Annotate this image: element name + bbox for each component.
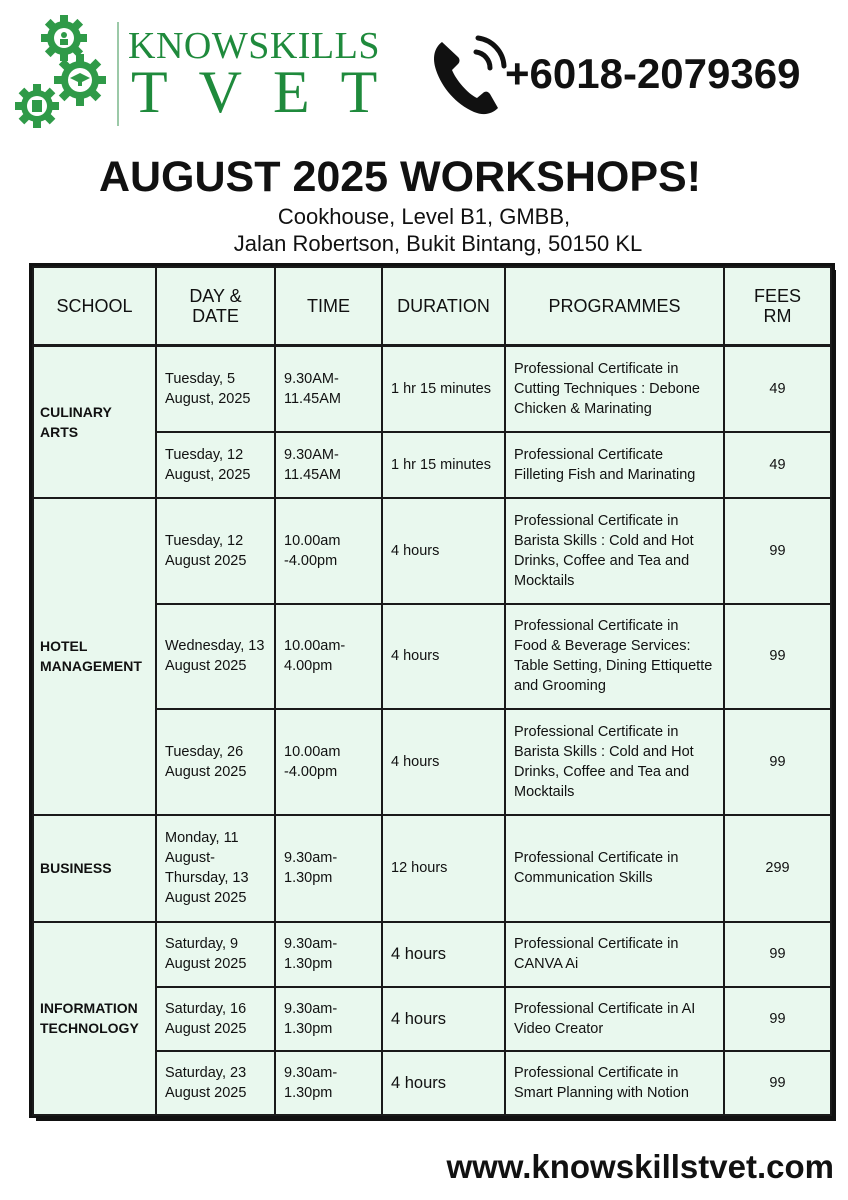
address-line-2: Jalan Robertson, Bukit Bintang, 50150 KL — [233, 231, 643, 256]
page-title: AUGUST 2025 WORKSHOPS! — [98, 153, 702, 201]
cell-time: 10.00am -4.00pm — [275, 709, 382, 815]
cell-time: 9.30am-1.30pm — [275, 987, 382, 1051]
brand-name-top: KNOWSKILLS — [128, 25, 380, 67]
cell-programme: Professional Certificate in Cutting Techniques : Debone Chicken & Marinating — [505, 346, 724, 432]
header-time: TIME — [275, 267, 382, 346]
cell-time: 9.30am-1.30pm — [275, 815, 382, 922]
header-school: SCHOOL — [33, 267, 156, 346]
cell-fee: 49 — [724, 432, 831, 498]
phone-number[interactable]: +6018-2079369 — [505, 50, 801, 97]
phone-ringing-icon — [428, 28, 510, 118]
table-row — [33, 346, 831, 432]
cell-fee: 299 — [724, 815, 831, 922]
cell-time: 9.30AM-11.45AM — [275, 432, 382, 498]
table-header-row — [33, 267, 831, 346]
header-fees: FEES RM — [724, 267, 831, 346]
cell-duration: 12 hours — [382, 815, 505, 922]
cell-programme: Professional Certificate Filleting Fish and Marinating — [505, 432, 724, 498]
cell-time: 9.30am-1.30pm — [275, 922, 382, 987]
cell-date: Tuesday, 12 August, 2025 — [156, 432, 275, 498]
cell-time: 9.30AM-11.45AM — [275, 346, 382, 432]
cell-programme: Professional Certificate in CANVA Ai — [505, 922, 724, 987]
workshop-schedule-table — [32, 266, 832, 1116]
cell-programme: Professional Certificate in Barista Skills : Cold and Hot Drinks, Coffee and Tea and Mocktails — [505, 498, 724, 604]
website-link[interactable]: www.knowskillstvet.com — [446, 1148, 834, 1185]
cell-date: Wednesday, 13 August 2025 — [156, 604, 275, 709]
header-programmes: PROGRAMMES — [505, 267, 724, 346]
cell-programme: Professional Certificate in Communication Skills — [505, 815, 724, 922]
cell-duration: 4 hours — [382, 1051, 505, 1115]
cell-programme: Professional Certificate in Smart Planning with Notion — [505, 1051, 724, 1115]
cell-duration: 4 hours — [382, 604, 505, 709]
address-line-1: Cookhouse, Level B1, GMBB, — [277, 204, 571, 229]
cell-date: Tuesday, 5 August, 2025 — [156, 346, 275, 432]
cell-date: Tuesday, 12 August 2025 — [156, 498, 275, 604]
cell-fee: 99 — [724, 709, 831, 815]
brand-name-bottom: TVET — [131, 59, 409, 125]
header-duration: DURATION — [382, 267, 505, 346]
cell-time: 9.30am-1.30pm — [275, 1051, 382, 1115]
cell-fee: 99 — [724, 987, 831, 1051]
cell-fee: 99 — [724, 604, 831, 709]
cell-duration: 4 hours — [382, 987, 505, 1051]
school-information-technology: INFORMATION TECHNOLOGY — [33, 922, 156, 1115]
school-hotel-management: HOTEL MANAGEMENT — [33, 498, 156, 815]
cell-date: Saturday, 16 August 2025 — [156, 987, 275, 1051]
cell-fee: 99 — [724, 498, 831, 604]
cell-duration: 1 hr 15 minutes — [382, 432, 505, 498]
cell-duration: 4 hours — [382, 922, 505, 987]
cell-date: Tuesday, 26 August 2025 — [156, 709, 275, 815]
cell-date: Saturday, 9 August 2025 — [156, 922, 275, 987]
cell-time: 10.00am-4.00pm — [275, 604, 382, 709]
cell-time: 10.00am -4.00pm — [275, 498, 382, 604]
cell-duration: 1 hr 15 minutes — [382, 346, 505, 432]
cell-fee: 49 — [724, 346, 831, 432]
cell-programme: Professional Certificate in AI Video Creator — [505, 987, 724, 1051]
cell-date: Saturday, 23 August 2025 — [156, 1051, 275, 1115]
cell-duration: 4 hours — [382, 709, 505, 815]
school-culinary-arts: CULINARY ARTS — [33, 346, 156, 498]
table-row — [33, 815, 831, 922]
logo-divider — [117, 22, 119, 126]
school-business: BUSINESS — [33, 815, 156, 922]
header-day-date: DAY & DATE — [156, 267, 275, 346]
cell-duration: 4 hours — [382, 498, 505, 604]
cell-programme: Professional Certificate in Barista Skills : Cold and Hot Drinks, Coffee and Tea and Mocktails — [505, 709, 724, 815]
cell-fee: 99 — [724, 1051, 831, 1115]
table-row — [33, 498, 831, 604]
cell-programme: Professional Certificate in Food & Beverage Services: Table Setting, Dining Ettiquette and Grooming — [505, 604, 724, 709]
gear-logo-icon — [12, 14, 112, 132]
cell-fee: 99 — [724, 922, 831, 987]
table-row — [33, 922, 831, 987]
cell-date: Monday, 11 August-Thursday, 13 August 2025 — [156, 815, 275, 922]
